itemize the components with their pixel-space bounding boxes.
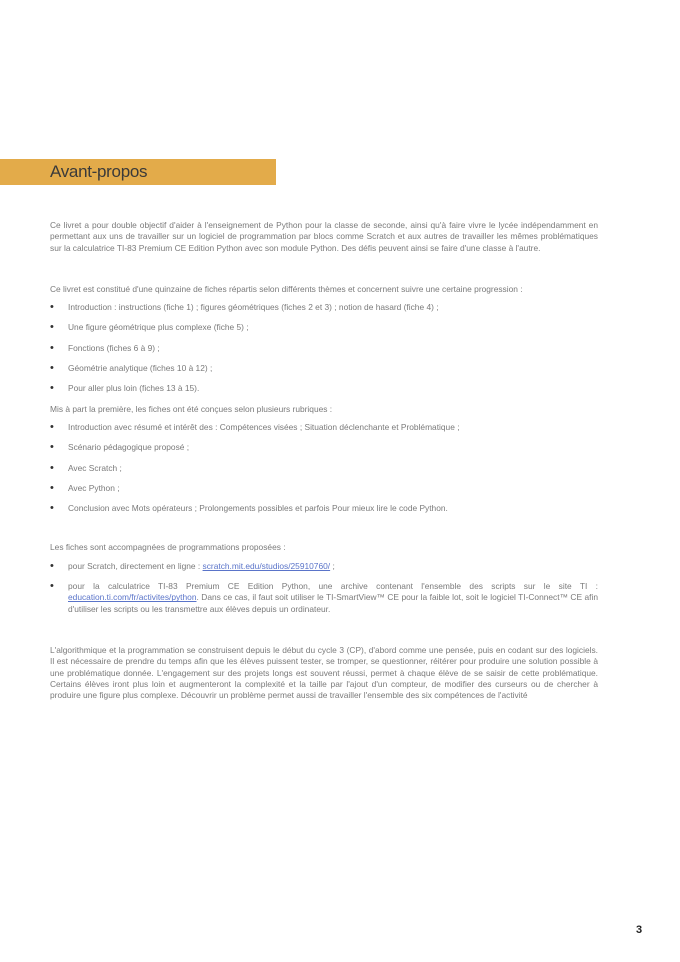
intro-paragraph: Ce livret a pour double objectif d'aider à l'enseignement de Python pour la classe de seconde, ainsi qu'à faire vivre le lycée indépendamment en permettant aux uns de travailler sur un logiciel de programmation par blocs comme Scratch et aux autres de travailler les mêmes problématiques sur la calculatrice TI-83 Premium CE Edition Python avec son module Python. Des défis peuvent ainsi se faire d'une classe à l'autre. xyxy=(50,220,598,253)
list-item: • Introduction : instructions (fiche 1) ; figures géométriques (fiches 2 et 3) ; notion de hasard (fiche 4) ; xyxy=(50,302,598,313)
themes-list xyxy=(50,302,598,394)
structure-paragraph: Ce livret est constitué d'une quinzaine de fiches répartis selon différents thèmes et concernent suivre une certaine progression : xyxy=(50,283,523,294)
list-text: ; xyxy=(330,560,335,571)
list-item-calculator xyxy=(50,581,598,615)
list-item: • Fonctions (fiches 6 à 9) ; xyxy=(50,343,598,354)
list-item: • Avec Scratch ; xyxy=(50,463,598,474)
rubriques-paragraph: Mis à part la première, les fiches ont été conçues selon plusieurs rubriques : xyxy=(50,403,333,414)
list-item: • Avec Python ; xyxy=(50,483,598,494)
programs-paragraph: Les fiches sont accompagnées de programmations proposées : xyxy=(50,542,286,553)
list-item: • Géométrie analytique (fiches 10 à 12) ; xyxy=(50,363,598,374)
list-item: • Pour aller plus loin (fiches 13 à 15). xyxy=(50,383,598,394)
list-item: • Conclusion avec Mots opérateurs ; Prolongements possibles et parfois Pour mieux lire le code Python. xyxy=(50,503,598,514)
algorithmics-paragraph: L'algorithmique et la programmation se construisent depuis le début du cycle 3 (CP), d'abord comme une pensée, puis en codant sur des logiciels. Il est nécessaire de prendre du temps afin que les élèves puissent tester, se tromper, se questionner, réitérer pour produire une solution possible à une problématique donnée. L'engagement sur des projets longs est souvent réussi, permet à chaque élève de se saisir de cette problématique. Certains élèves iront plus loin et augmenteront la complexité et la taille par l'ajout d'un compteur, de modifier des curseurs ou de chercher à produire une figure plus complexe. Découvrir un problème permet aussi de travailler l'ensemble des six compétences de l'activité xyxy=(50,644,598,701)
list-item-scratch xyxy=(50,561,598,572)
section-title: Avant-propos xyxy=(50,162,148,181)
list-item: • Scénario pédagogique proposé ; xyxy=(50,442,598,453)
rubriques-list xyxy=(50,422,598,514)
page-number: 3 xyxy=(636,924,643,936)
list-text: pour Scratch, directement en ligne : xyxy=(68,560,203,571)
scratch-link[interactable]: scratch.mit.edu/studios/25910760/ xyxy=(202,560,331,571)
section-banner xyxy=(0,159,276,185)
list-item: • Introduction avec résumé et intérêt des : Compétences visées ; Situation déclenchante et Problématique ; xyxy=(50,422,598,433)
list-text: pour la calculatrice TI-83 Premium CE Edition Python, une archive contenant l'ensemble des scripts sur le site TI : xyxy=(68,581,598,592)
page-body xyxy=(50,220,598,701)
programs-list xyxy=(50,561,598,615)
list-text: . Dans ce cas, il faut soit utiliser le TI-SmartView™ CE pour la faible lot, soit le logiciel TI-Connect™ CE afin d'utiliser les scripts ou les transmettre aux élèves depuis un ordinateur. xyxy=(68,592,598,614)
ti-education-link[interactable]: education.ti.com/fr/activites/python xyxy=(68,592,197,603)
list-item: • Une figure géométrique plus complexe (fiche 5) ; xyxy=(50,322,598,333)
